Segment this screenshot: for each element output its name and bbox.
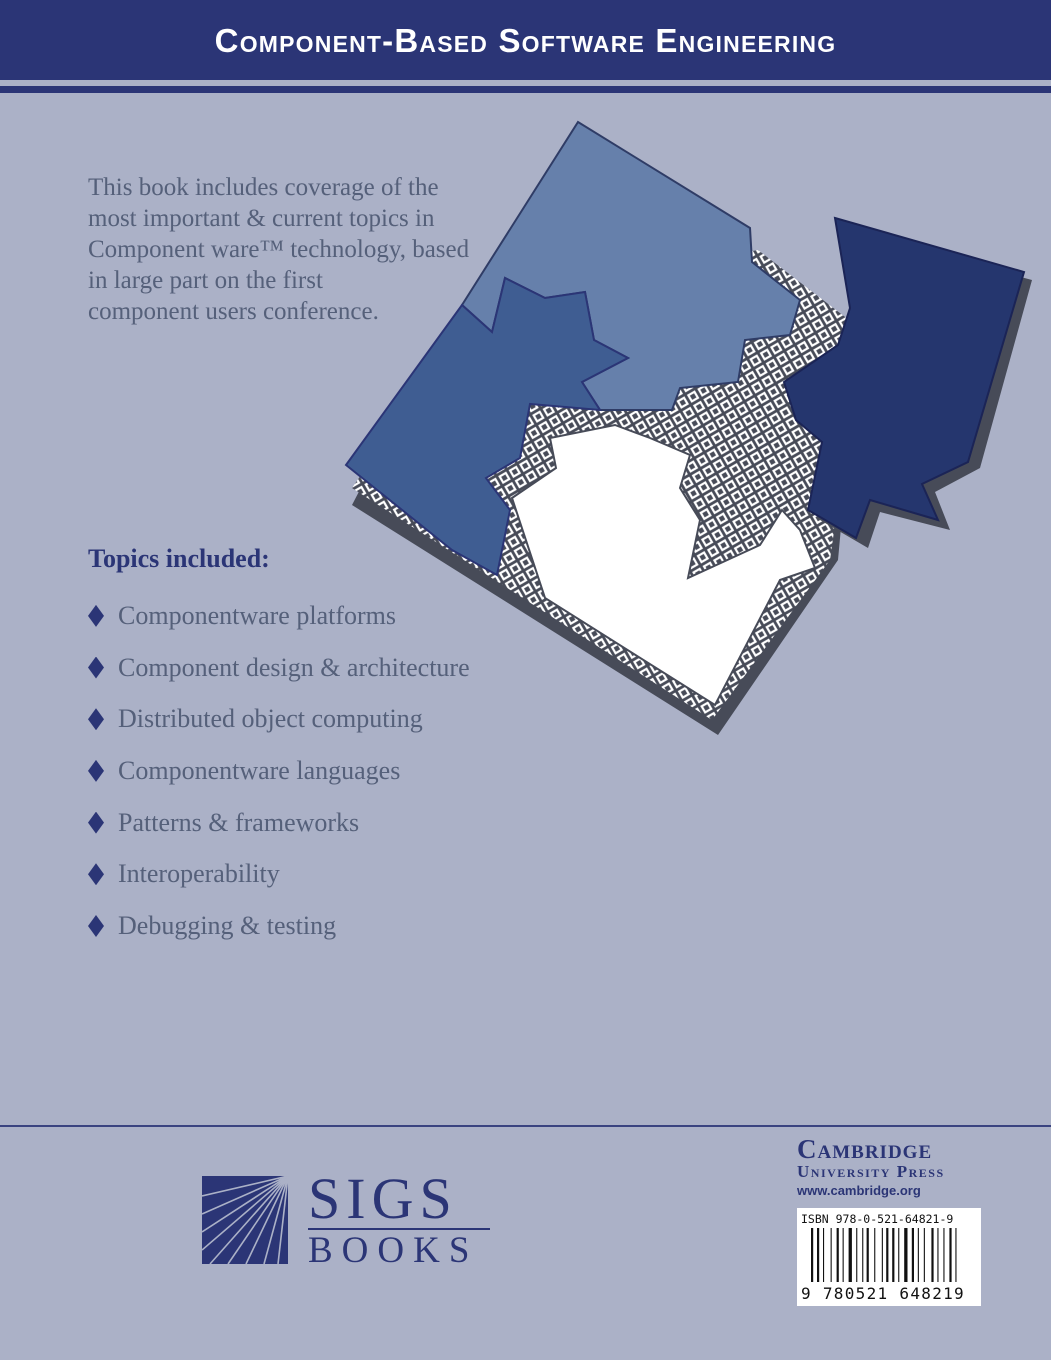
topic-label: Patterns & frameworks (118, 807, 360, 837)
list-item (88, 900, 470, 952)
barcode-icon (811, 1228, 971, 1284)
diamond-bullet-icon (88, 760, 104, 782)
list-item (88, 797, 470, 849)
intro-line: in large part on the first (88, 267, 323, 294)
sigs-sunburst-logo-icon (202, 1176, 292, 1266)
topics-list (88, 590, 470, 952)
diamond-bullet-icon (88, 812, 104, 834)
diamond-bullet-icon (88, 708, 104, 730)
cambridge-url: www.cambridge.org (797, 1183, 921, 1198)
intro-line: Component ware™ technology, based (88, 236, 470, 263)
intro-line: most important & current topics in (88, 205, 435, 232)
diamond-bullet-icon (88, 915, 104, 937)
list-item (88, 693, 470, 745)
cambridge-name: Cambridge (797, 1134, 933, 1164)
topic-label: Debugging & testing (118, 910, 337, 940)
list-item (88, 745, 470, 797)
list-item (88, 590, 470, 642)
cambridge-subtitle: University Press (797, 1162, 945, 1181)
puzzle-piece-right (784, 218, 1024, 538)
sigs-wordmark: SIGS (308, 1170, 490, 1230)
diamond-bullet-icon (88, 863, 104, 885)
diamond-bullet-icon (88, 605, 104, 627)
topic-label: Component design & architecture (118, 652, 470, 682)
intro-line: component users conference. (88, 298, 379, 325)
diamond-bullet-icon (88, 657, 104, 679)
topic-label: Componentware languages (118, 755, 401, 785)
footer-rule (0, 1125, 1051, 1127)
list-item (88, 642, 470, 694)
barcode-digits: 9 780521 648219 (801, 1284, 965, 1303)
barcode-box (797, 1208, 981, 1306)
book-title: Component-Based Software Engineering (214, 22, 837, 59)
intro-line: This book includes coverage of the (88, 174, 439, 201)
topic-label: Distributed object computing (118, 704, 423, 734)
books-wordmark: BOOKS (308, 1230, 479, 1271)
isbn-label: ISBN 978-0-521-64821-9 (801, 1212, 954, 1226)
topics-heading: Topics included: (88, 544, 270, 573)
list-item (88, 848, 470, 900)
intro-paragraph (88, 172, 508, 327)
topic-label: Componentware platforms (118, 600, 396, 630)
topic-label: Interoperability (118, 859, 280, 889)
